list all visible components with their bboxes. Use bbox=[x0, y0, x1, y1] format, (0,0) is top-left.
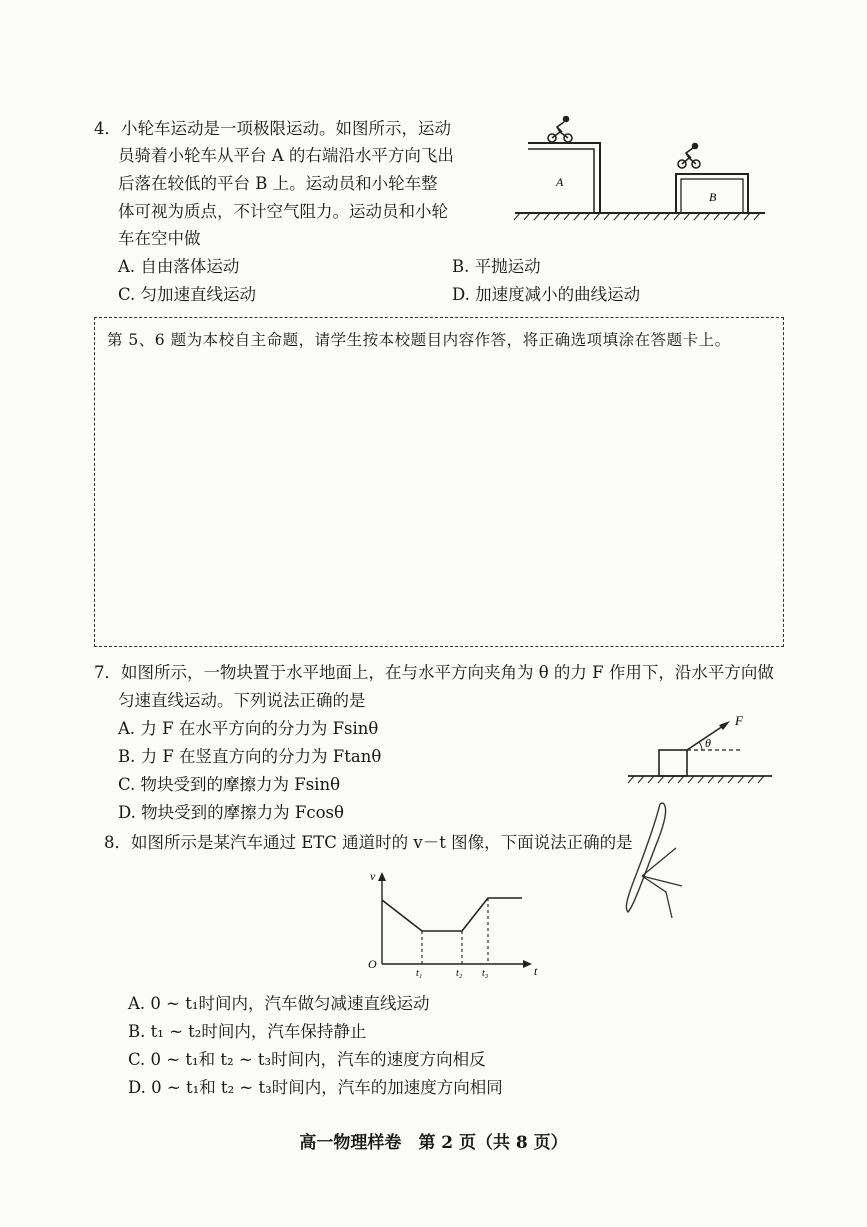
tick-t3: t₃ bbox=[482, 968, 489, 979]
origin-label: O bbox=[368, 957, 377, 971]
q8-stem: 8．如图所示是某汽车通过 ETC 通道时的 v－t 图像，下面说法正确的是 bbox=[104, 833, 633, 852]
platform-a-label: A bbox=[556, 175, 564, 189]
page-footer: 高一物理样卷 第 2 页（共 8 页） bbox=[299, 1133, 568, 1153]
q8-option-b: B. t₁ ~ t₂时间内，汽车保持静止 bbox=[128, 1022, 367, 1041]
q7-option-b: B. 力 F 在竖直方向的分力为 Ftanθ bbox=[118, 747, 382, 766]
vt-graph bbox=[364, 868, 544, 978]
q4-platform-figure bbox=[510, 110, 770, 225]
q4-line-3: 后落在较低的平台 B 上。运动员和小轮车整 bbox=[118, 174, 438, 193]
q7-option-d: D. 物块受到的摩擦力为 Fcosθ bbox=[118, 803, 344, 822]
q8-option-d: D. 0 ~ t₁和 t₂ ~ t₃时间内，汽车的加速度方向相同 bbox=[128, 1078, 503, 1097]
q4-line-1: 4．小轮车运动是一项极限运动。如图所示，运动 bbox=[94, 119, 451, 138]
q4-option-c: C. 匀加速直线运动 bbox=[118, 285, 257, 304]
force-f-label: F bbox=[735, 713, 743, 728]
q4-line-5: 车在空中做 bbox=[118, 229, 201, 248]
angle-theta-label: θ bbox=[705, 736, 711, 750]
q4-line-4: 体可视为质点，不计空气阻力。运动员和小轮 bbox=[118, 202, 448, 221]
bmx-rider-icon bbox=[678, 144, 700, 169]
q7-block-force-figure bbox=[622, 708, 782, 790]
q8-option-a: A. 0 ~ t₁时间内，汽车做匀减速直线运动 bbox=[128, 994, 430, 1013]
bmx-rider-icon bbox=[548, 117, 572, 143]
q7-line-2: 匀速直线运动。下列说法正确的是 bbox=[118, 691, 366, 710]
school-notice-text: 第 5、6 题为本校自主命题，请学生按本校题目内容作答，将正确选项填涂在答题卡上。 bbox=[107, 331, 731, 349]
q4-option-a: A. 自由落体运动 bbox=[118, 257, 240, 276]
q7-option-a: A. 力 F 在水平方向的分力为 Fsinθ bbox=[118, 719, 379, 738]
q4-line-2: 员骑着小轮车从平台 A 的右端沿水平方向飞出 bbox=[118, 146, 454, 165]
school-notice-box bbox=[94, 317, 784, 647]
q4-option-d: D. 加速度减小的曲线运动 bbox=[452, 285, 641, 304]
axis-v-label: v bbox=[370, 869, 376, 883]
q8-option-c: C. 0 ~ t₁和 t₂ ~ t₃时间内，汽车的速度方向相反 bbox=[128, 1050, 486, 1069]
axis-t-label: t bbox=[534, 964, 538, 978]
q7-option-c: C. 物块受到的摩擦力为 Fsinθ bbox=[118, 775, 341, 794]
tick-t1: t₁ bbox=[416, 968, 423, 979]
tick-t2: t₂ bbox=[456, 968, 463, 979]
handwritten-scribble bbox=[612, 800, 692, 920]
q4-option-b: B. 平抛运动 bbox=[452, 257, 541, 276]
q7-line-1: 7．如图所示，一物块置于水平地面上，在与水平方向夹角为 θ 的力 F 作用下，沿水平方向做 bbox=[94, 663, 774, 682]
platform-b-label: B bbox=[709, 190, 717, 204]
